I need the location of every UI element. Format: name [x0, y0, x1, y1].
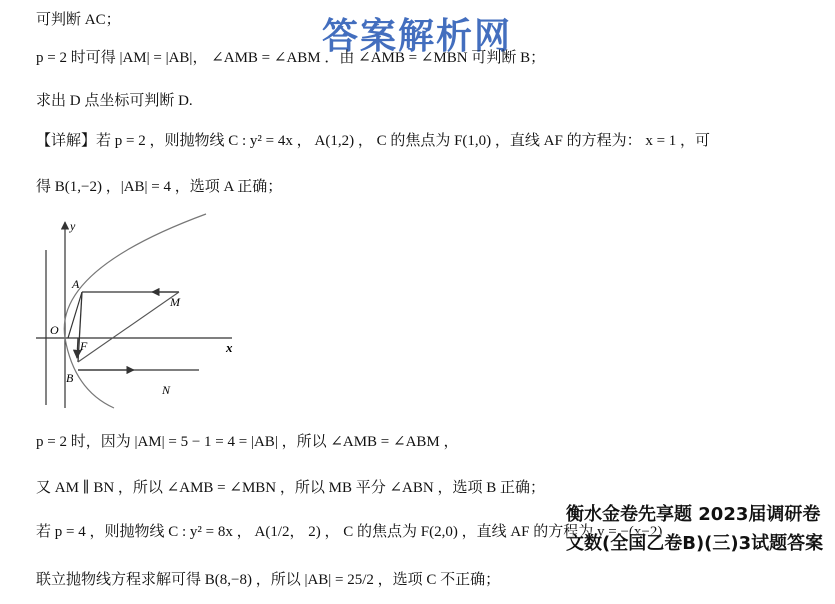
caption-overlay: 衡水金卷先享题 2023届调研卷 文数(全国乙卷B)(三)3试题答案 — [566, 504, 824, 554]
label-b: B — [66, 371, 74, 385]
text-line-7: 又 AM ∥ BN ，所以 ∠AMB = ∠MBN ，所以 MB 平分 ∠ABN ，选项 B 正确； — [36, 480, 545, 496]
label-f: F — [80, 339, 88, 353]
parabola-figure — [34, 210, 254, 410]
text-line-6: p = 2 时，因为 |AM| = 5 − 1 = 4 = |AB| ，所以 ∠AMB = ∠ABM ， — [36, 434, 459, 450]
text-line-9: 联立抛物线方程求解可得 B(8,−8) ，所以 |AB| = 25/2 ，选项 C 不正确； — [36, 572, 501, 588]
text-line-3: 求出 D 点坐标可判断 D. — [36, 93, 193, 109]
text-line-1: 可判断 AC； — [36, 12, 121, 28]
label-n: N — [162, 383, 171, 397]
text-line-5: 得 B(1,−2) ，|AB| = 4 ，选项 A 正确； — [36, 179, 283, 195]
watermark-text: 答案解析网 — [322, 15, 513, 57]
label-y: y — [70, 219, 76, 233]
label-a: A — [72, 277, 80, 291]
text-line-2: p = 2 时可得 |AM| = |AB|， ∠AMB = ∠ABM ．由 ∠AMB = ∠MBN 可判断 B； — [36, 50, 546, 66]
line-bm — [78, 292, 179, 362]
text-line-4: 【详解】若 p = 2 ，则抛物线 C : y² = 4x ， A(1,2) ， C 的焦点为 F(1,0) ，直线 AF 的方程为： x = 1 ，可 — [36, 133, 711, 149]
parabola-curve — [64, 214, 206, 408]
label-m: M — [170, 295, 180, 309]
label-x: x — [226, 340, 233, 355]
label-o: O — [50, 323, 59, 337]
text-line-8: 若 p = 4 ，则抛物线 C : y² = 8x ， A(1/2， 2) ， C 的焦点为 F(2,0) ，直线 AF 的方程为 y = −(x−2) — [36, 524, 663, 540]
